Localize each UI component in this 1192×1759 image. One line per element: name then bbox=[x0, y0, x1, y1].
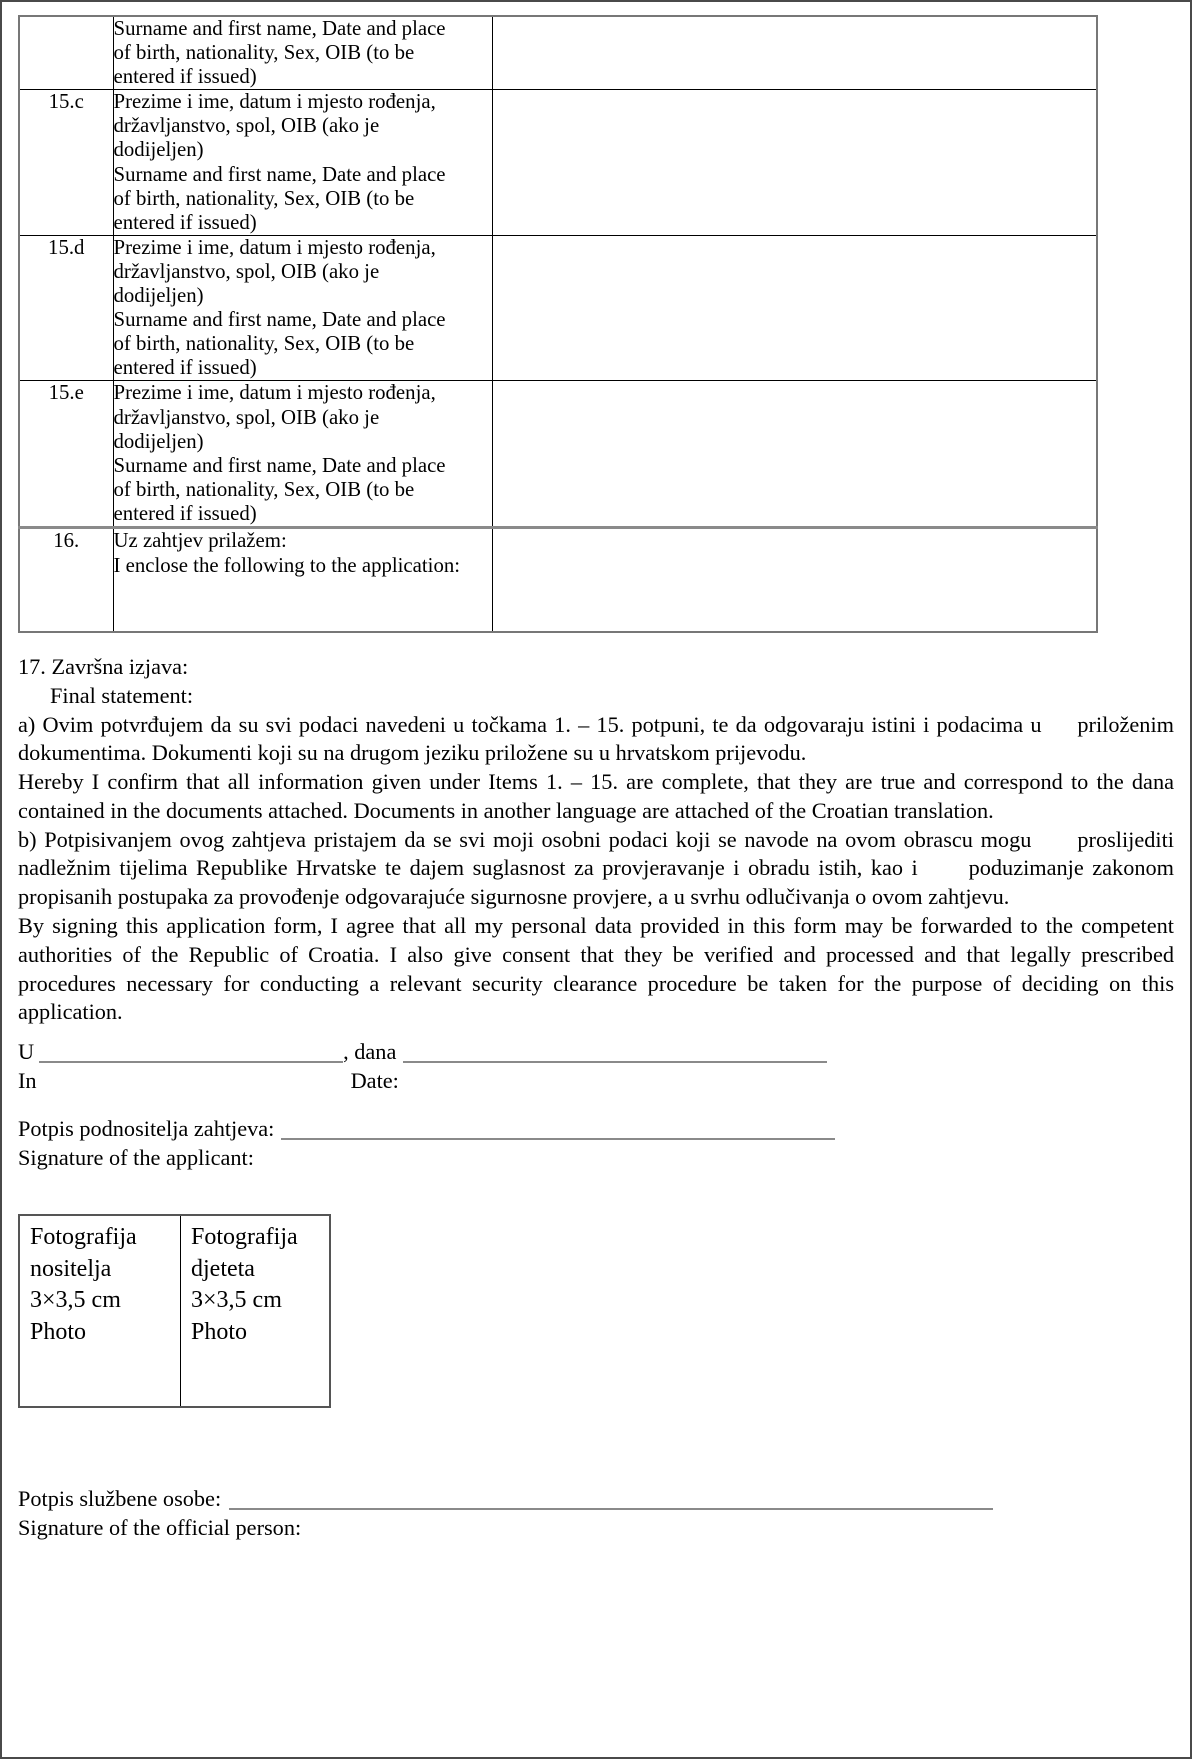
official-signature-label-hr: Potpis službene osobe: bbox=[18, 1486, 222, 1512]
row-value-cell bbox=[492, 90, 1097, 236]
statement-paragraph-b-en: By signing this application form, I agree that all my personal data provided in this form may be forwarded to the competent authorities of the Republic of Croatia. I also give consent that they be verified and processed and that legally prescribed procedures necessary for conducting a relevant security clearance procedure be taken for the purpose of deciding on this application. bbox=[18, 913, 1174, 1025]
table-row-15e bbox=[19, 381, 1097, 528]
row-number-cell: 15.c bbox=[19, 90, 113, 236]
label-u: U bbox=[18, 1039, 35, 1065]
applicant-signature-label-hr: Potpis podnositelja zahtjeva: bbox=[18, 1115, 275, 1141]
statement-heading-hr: 17. Završna izjava: bbox=[18, 653, 189, 679]
label-dana: , dana bbox=[343, 1039, 397, 1065]
row-label-cell: Prezime i ime, datum i mjesto rođenja, državljanstvo, spol, OIB (ako je dodijeljen) Surname and first name, Date and place of birth, nationality, Sex, OIB (to be entered if issued) bbox=[113, 381, 492, 528]
row-number-cell: 15.d bbox=[19, 235, 113, 381]
row-label-cell: Prezime i ime, datum i mjesto rođenja, državljanstvo, spol, OIB (ako je dodijeljen) Surname and first name, Date and place of birth, nationality, Sex, OIB (to be entered if issued) bbox=[113, 90, 492, 236]
photo-box-table bbox=[18, 1214, 331, 1408]
family-members-table bbox=[18, 15, 1098, 633]
official-signature-fill-in-line bbox=[229, 1508, 993, 1510]
applicant-signature-fill-in-line bbox=[281, 1138, 835, 1140]
applicant-signature-line bbox=[18, 1115, 1174, 1144]
table-row-15b-continued bbox=[19, 16, 1097, 90]
official-signature-line bbox=[18, 1485, 1174, 1514]
photo-box-row bbox=[19, 1215, 330, 1407]
place-date-line bbox=[18, 1038, 1174, 1067]
row-value-cell bbox=[492, 16, 1097, 90]
official-signature-label-en: Signature of the official person: bbox=[18, 1515, 302, 1541]
applicant-signature-block bbox=[18, 1115, 1174, 1173]
statement-heading-en: Final statement: bbox=[50, 682, 194, 708]
statement-paragraph-b-hr: b) Potpisivanjem ovog zahtjeva pristajem da se svi moji osobni podaci koji se navode na ovom obrascu mogu proslijediti nadležnim tijelima Republike Hrvatske te dajem suglasnost za provjeravanje i obradu istih, kao i poduzimanje zakonom propisanih postupaka za provođenje odgovarajuće sigurnosne provjere, a u svrhu odlučivanja o ovom zahtjevu. bbox=[18, 826, 1174, 910]
applicant-signature-label-en: Signature of the applicant: bbox=[18, 1144, 254, 1170]
date-fill-in-line bbox=[403, 1061, 827, 1063]
row-number-cell: 16. bbox=[19, 528, 113, 632]
table-row-15d bbox=[19, 235, 1097, 381]
photo-box-child: Fotografija djeteta 3×3,5 cm Photo bbox=[181, 1215, 331, 1407]
final-statement-section bbox=[18, 653, 1174, 1027]
statement-paragraph-a-en: Hereby I confirm that all information given under Items 1. – 15. are complete, that they are true and correspond to the dana contained in the documents attached. Documents in another language are attached of the Croatian translation. bbox=[18, 769, 1174, 823]
label-in: In bbox=[18, 1068, 37, 1094]
row-value-cell bbox=[492, 381, 1097, 528]
label-date: Date: bbox=[350, 1068, 399, 1094]
place-fill-in-line bbox=[39, 1061, 343, 1063]
official-signature-block bbox=[18, 1485, 1174, 1543]
row-value-cell bbox=[492, 528, 1097, 632]
row-number-cell: 15.e bbox=[19, 381, 113, 528]
row-value-cell bbox=[492, 235, 1097, 381]
table-row-16 bbox=[19, 528, 1097, 632]
row-label-cell: Prezime i ime, datum i mjesto rođenja, državljanstvo, spol, OIB (ako je dodijeljen) Surname and first name, Date and place of birth, nationality, Sex, OIB (to be entered if issued) bbox=[113, 235, 492, 381]
row-label-cell: Uz zahtjev prilažem: I enclose the following to the application: bbox=[113, 528, 492, 632]
place-date-translation-line bbox=[18, 1067, 1174, 1096]
place-date-block bbox=[18, 1038, 1174, 1096]
table-row-15c bbox=[19, 90, 1097, 236]
photo-box-holder: Fotografija nositelja 3×3,5 cm Photo bbox=[19, 1215, 181, 1407]
statement-paragraph-a-hr: a) Ovim potvrđujem da su svi podaci navedeni u točkama 1. – 15. potpuni, te da odgovaraju istini i podacima u priloženim dokumentima. Dokumenti koji su na drugom jeziku priložene su u hrvatskom prijevodu. bbox=[18, 711, 1174, 766]
row-label-cell: Surname and first name, Date and place of birth, nationality, Sex, OIB (to be entered if issued) bbox=[113, 16, 492, 90]
row-number-cell bbox=[19, 16, 113, 90]
